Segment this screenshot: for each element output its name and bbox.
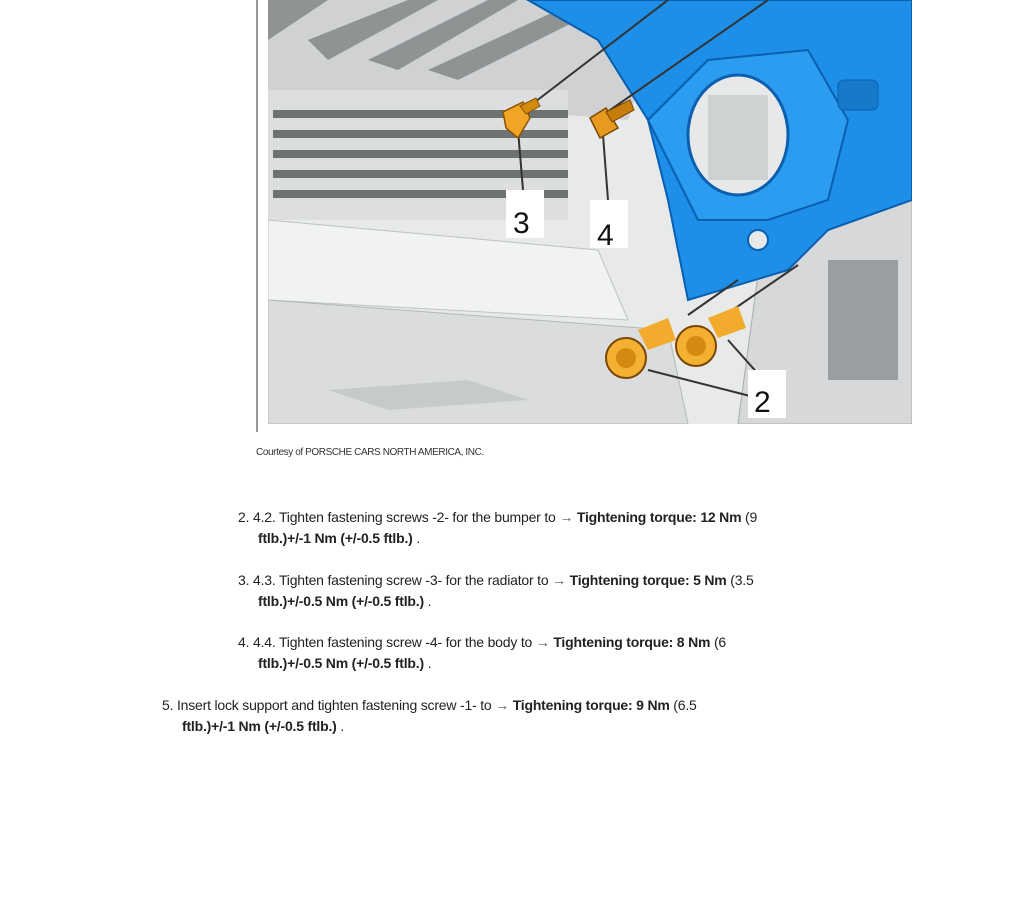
torque-imperial-start: (3.5 [726, 572, 754, 588]
list-item [162, 695, 922, 737]
torque-value: Tightening torque: 9 Nm [512, 697, 670, 713]
step-number: 2. [238, 509, 250, 525]
torque-tolerance: ftlb.)+/-1 Nm (+/-0.5 ftlb.) [258, 530, 413, 546]
figure-left-rule [256, 0, 258, 432]
arrow-link-icon[interactable]: → [495, 697, 509, 713]
step-tail: . [423, 593, 432, 609]
torque-value: Tightening torque: 5 Nm [569, 572, 727, 588]
step-text: Insert lock support and tighten fastening screw -1- to [176, 697, 492, 713]
step-tail: . [423, 655, 432, 671]
torque-imperial-start: (6 [710, 634, 726, 650]
step-number: 3. [238, 572, 250, 588]
callout-4: 4 [597, 219, 614, 252]
arrow-link-icon[interactable]: → [552, 572, 566, 588]
step-text: 4.3. Tighten fastening screw -3- for the radiator to [252, 572, 549, 588]
lock-support-diagram [268, 0, 912, 424]
step-number: 5. [162, 697, 174, 713]
figure-caption: Courtesy of PORSCHE CARS NORTH AMERICA, INC. [256, 447, 484, 458]
technical-illustration [256, 0, 912, 432]
step-tail: . [412, 530, 421, 546]
torque-tolerance: ftlb.)+/-0.5 Nm (+/-0.5 ftlb.) [258, 655, 424, 671]
arrow-link-icon[interactable]: → [535, 634, 550, 650]
step-number: 4. [238, 634, 250, 650]
torque-imperial-start: (9 [741, 509, 758, 525]
callout-2: 2 [754, 386, 771, 419]
step-text: 4.4. Tighten fastening screw -4- for the body to [252, 634, 533, 650]
torque-imperial-start: (6.5 [669, 697, 697, 713]
torque-value: Tightening torque: 8 Nm [553, 634, 711, 650]
list-item [238, 632, 938, 674]
torque-tolerance: ftlb.)+/-1 Nm (+/-0.5 ftlb.) [182, 718, 337, 734]
illustration-canvas [268, 0, 912, 424]
torque-value: Tightening torque: 12 Nm [576, 509, 742, 525]
list-item [238, 570, 938, 612]
callout-3: 3 [513, 207, 530, 240]
arrow-link-icon[interactable]: → [559, 509, 574, 525]
list-item [238, 507, 938, 549]
torque-tolerance: ftlb.)+/-0.5 Nm (+/-0.5 ftlb.) [258, 593, 424, 609]
step-text: 4.2. Tighten fastening screws -2- for the bumper to [252, 509, 556, 525]
step-tail: . [336, 718, 345, 734]
